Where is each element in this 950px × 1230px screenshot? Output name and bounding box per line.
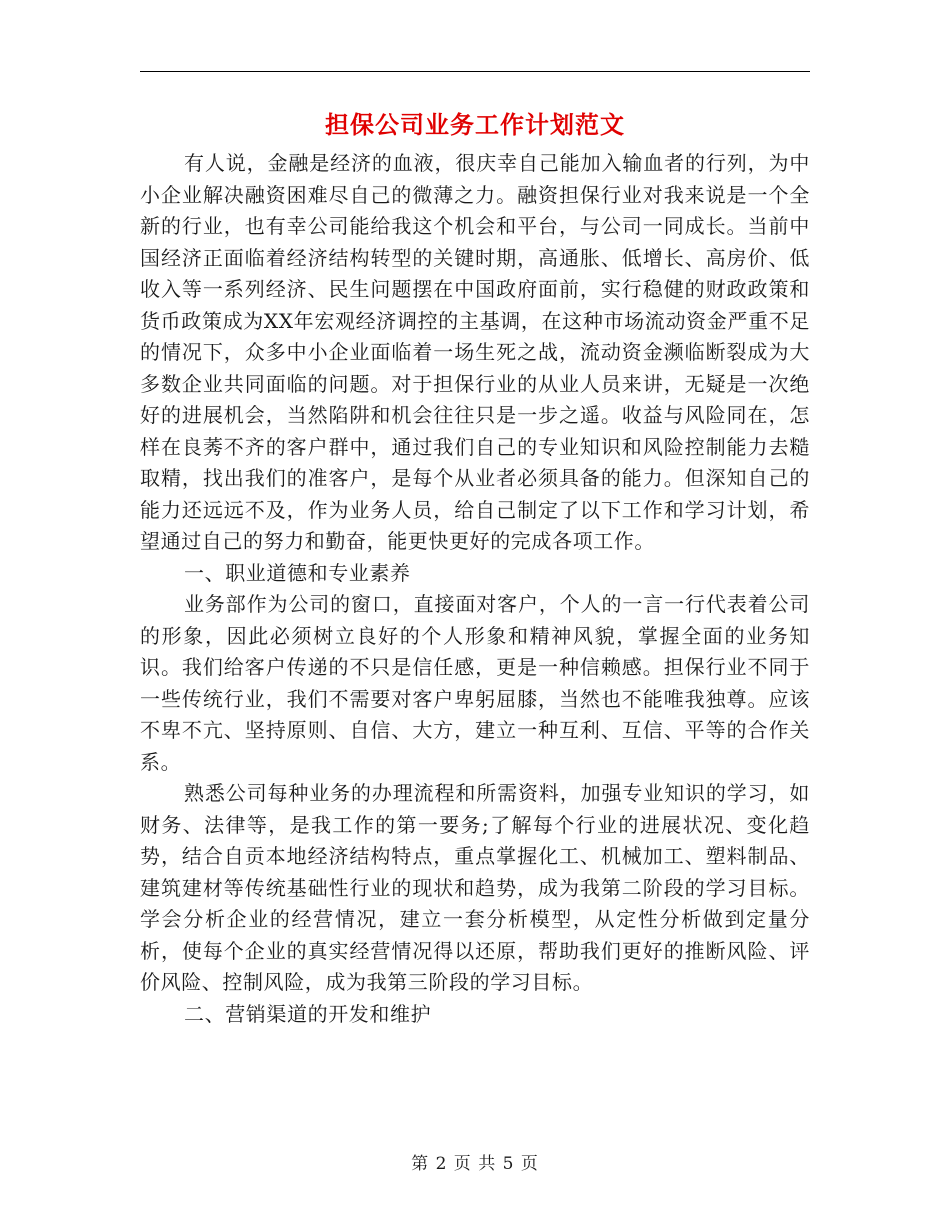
document-body: [140, 148, 810, 1030]
document-title: 担保公司业务工作计划范文: [325, 110, 625, 139]
section-heading-2: 二、营销渠道的开发和维护: [184, 1001, 432, 1026]
paragraph-learning-plan: 熟悉公司每种业务的办理流程和所需资料，加强专业知识的学习，如财务、法律等，是我工作的第一要务;了解每个行业的进展状况、变化趋势，结合自贡本地经济结构特点，重点掌握化工、机械加工、塑料制品、建筑建材等传统基础性行业的现状和趋势，成为我第二阶段的学习目标。学会分析企业的经营情况，建立一套分析模型，从定性分析做到定量分析，使每个企业的真实经营情况得以还原，帮助我们更好的推断风险、评价风险、控制风险，成为我第三阶段的学习目标。: [140, 781, 810, 994]
header-rule: [140, 71, 810, 72]
page-number-footer: 第 2 页 共 5 页: [411, 1154, 539, 1174]
section-heading-1: 一、职业道德和专业素养: [184, 560, 411, 585]
paragraph-intro: 有人说，金融是经济的血液，很庆幸自己能加入输血者的行列，为中小企业解决融资困难尽自己的微薄之力。融资担保行业对我来说是一个全新的行业，也有幸公司能给我这个机会和平台，与公司一同成长。当前中国经济正面临着经济结构转型的关键时期，高通胀、低增长、高房价、低收入等一系列经济、民生问题摆在中国政府面前，实行稳健的财政政策和货币政策成为XX年宏观经济调控的主基调，在这种市场流动资金严重不足的情况下，众多中小企业面临着一场生死之战，流动资金濒临断裂成为大多数企业共同面临的问题。对于担保行业的从业人员来讲，无疑是一次绝好的进展机会，当然陷阱和机会往往只是一步之遥。收益与风险同在，怎样在良莠不齐的客户群中，通过我们自己的专业知识和风险控制能力去糙取精，找出我们的准客户，是每个从业者必须具备的能力。但深知自己的能力还远远不及，作为业务人员，给自己制定了以下工作和学习计划，希望通过自己的努力和勤奋，能更快更好的完成各项工作。: [140, 151, 810, 553]
paragraph-ethics: 业务部作为公司的窗口，直接面对客户，个人的一言一行代表着公司的形象，因此必须树立良好的个人形象和精神风貌，掌握全面的业务知识。我们给客户传递的不只是信任感，更是一种信赖感。担保行业不同于一些传统行业，我们不需要对客户卑躬屈膝，当然也不能唯我独尊。应该不卑不亢、坚持原则、自信、大方，建立一种互利、互信、平等的合作关系。: [140, 592, 810, 774]
